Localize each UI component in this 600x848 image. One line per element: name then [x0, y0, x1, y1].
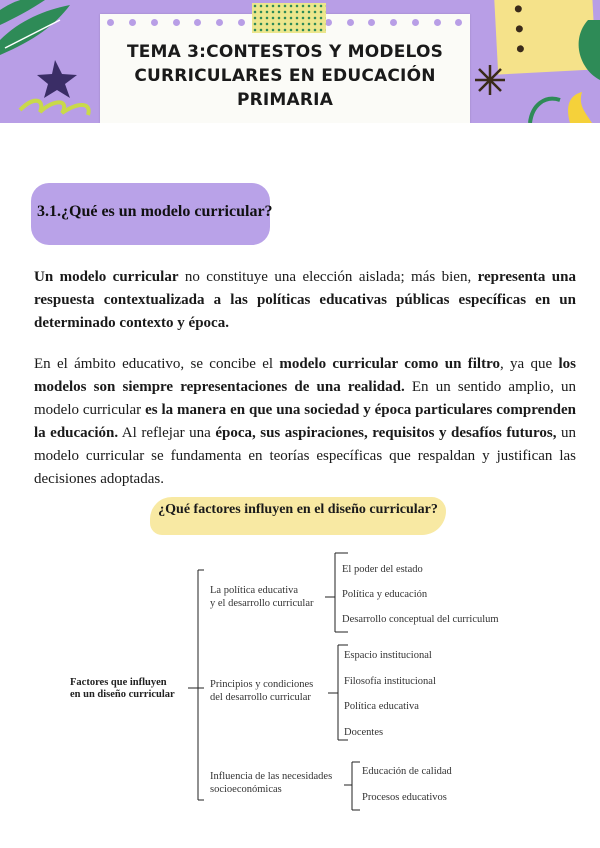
- title-line-1: TEMA 3:CONTESTOS Y MODELOS: [126, 42, 444, 62]
- section-heading: 3.1.¿Qué es un modelo curricular?: [37, 203, 273, 220]
- branch-2-label-line-1: Principios y condiciones: [210, 679, 314, 690]
- para1-text-1: no constituye una elección aislada; más bien,: [178, 269, 478, 285]
- branch-3-item-2: Procesos educativos: [362, 792, 447, 803]
- branch-1-item-3: Desarrollo conceptual del curriculum: [342, 614, 499, 625]
- branch-3-label-line-1: Influencia de las necesidades: [210, 771, 333, 782]
- para2-text-1: En el ámbito educativo, se concibe el: [34, 356, 280, 372]
- diagram-root-line-2: en un diseño curricular: [70, 689, 175, 700]
- title-line-2: CURRICULARES EN EDUCACIÓN: [134, 66, 436, 86]
- branch-1-item-1: El poder del estado: [342, 564, 423, 575]
- title-line-3: PRIMARIA: [236, 90, 334, 110]
- branch-2-item-2: Filosofía institucional: [344, 676, 436, 687]
- branch-2-label-line-2: del desarrollo curricular: [210, 692, 311, 703]
- diagram-title: ¿Qué factores influyen en el diseño curricular?: [158, 502, 438, 517]
- branch-3-item-1: Educación de calidad: [362, 766, 452, 777]
- branch-3-label-line-2: socioeconómicas: [210, 784, 282, 795]
- para2-text-3: En un sentido amplio, un modelo curricular: [34, 379, 577, 418]
- branch-2-item-1: Espacio institucional: [344, 650, 432, 661]
- branch-2-item-3: Política educativa: [344, 701, 419, 712]
- branch-1-item-2: Política y educación: [342, 589, 428, 600]
- para1-bold-1: Un modelo curricular: [34, 269, 179, 285]
- branch-2-item-4: Docentes: [344, 727, 384, 738]
- para2-bold-4: época, sus aspiraciones, requisitos y desafíos futuros,: [215, 425, 557, 441]
- para2-text-4: Al reflejar una: [118, 425, 216, 441]
- para2-text-5: un modelo curricular se fundamenta en teorías específicas que respaldan y justifican las decisiones adoptadas.: [34, 425, 577, 487]
- diagram-root-line-1: Factores que influyen: [70, 677, 167, 688]
- para1-bold-2: representa una respuesta contextualizada a las políticas educativas públicas específicas en un determinado contexto y época.: [34, 269, 576, 331]
- branch-1-label-line-1: La política educativa: [210, 585, 299, 596]
- branch-1-label-line-2: y el desarrollo curricular: [210, 598, 314, 609]
- para2-text-2: , ya que: [499, 356, 559, 372]
- para2-bold-1: modelo curricular como un filtro: [279, 356, 500, 372]
- para2-bold-3: es la manera en que una sociedad y época particulares comprenden la educación.: [34, 402, 576, 441]
- para2-bold-2: los modelos son siempre representaciones de una realidad.: [34, 356, 576, 395]
